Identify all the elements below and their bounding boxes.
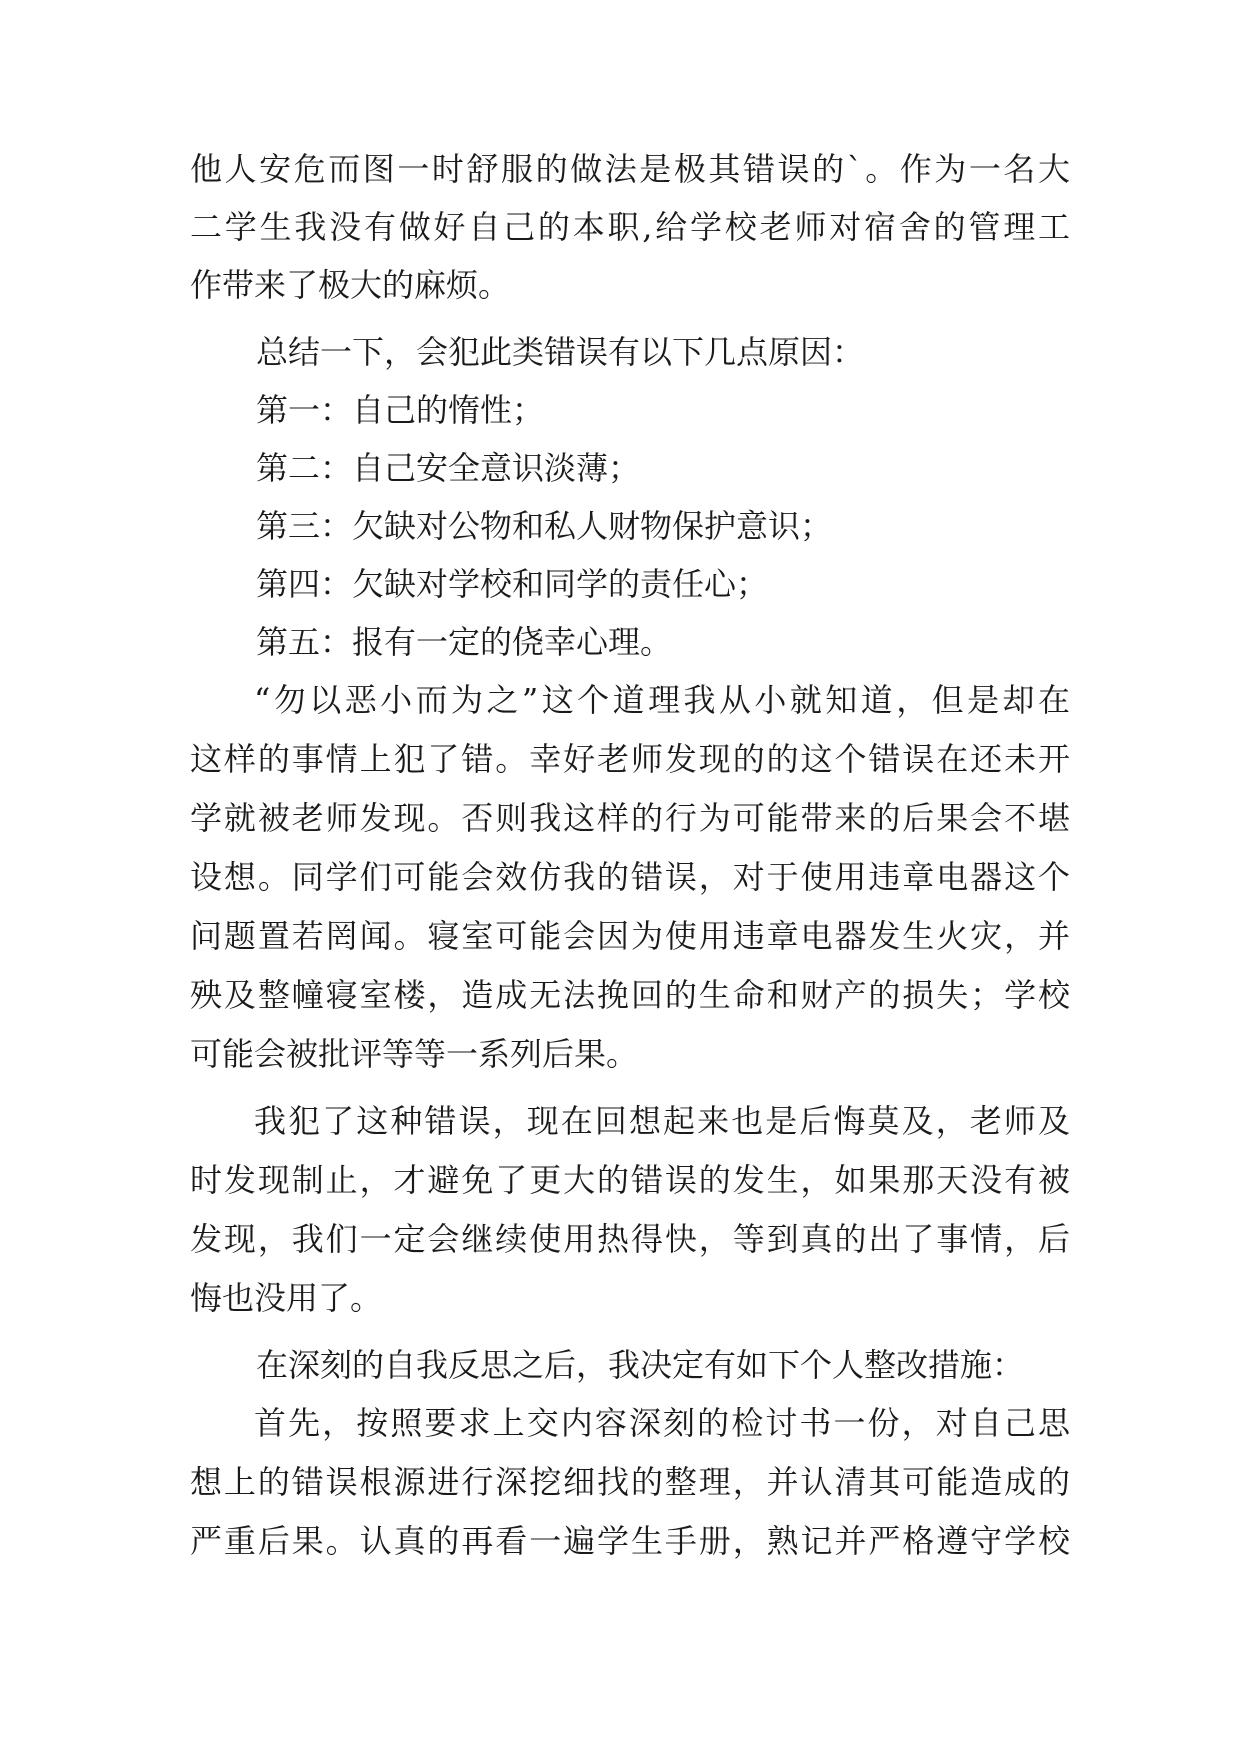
- list-item: 第一：自己的惰性；: [256, 391, 545, 429]
- text-line: “勿以恶小而为之”这个道理我从小就知道，但是却在: [254, 681, 1070, 719]
- text-line: 严重后果。认真的再看一遍学生手册，熟记并严格遵守学校: [190, 1522, 1070, 1560]
- text-line: 在深刻的自我反思之后，我决定有如下个人整改措施：: [256, 1346, 1025, 1384]
- text-line: 悔也没用了。: [190, 1279, 383, 1317]
- text-line: 学就被老师发现。否则我这样的行为可能带来的后果会不堪: [190, 799, 1070, 837]
- text-line: 总结一下，会犯此类错误有以下几点原因：: [256, 333, 865, 371]
- text-line: 我犯了这种错误，现在回想起来也是后悔莫及，老师及: [254, 1102, 1070, 1140]
- text-line: 时发现制止，才避免了更大的错误的发生，如果那天没有被: [190, 1161, 1070, 1199]
- text-line: 殃及整幢寝室楼，造成无法挽回的生命和财产的损失；学校: [190, 976, 1070, 1014]
- list-item: 第三：欠缺对公物和私人财物保护意识；: [256, 507, 833, 545]
- text-line: 他人安危而图一时舒服的做法是极其错误的`。作为一名大: [190, 150, 1070, 188]
- text-line: 设想。同学们可能会效仿我的错误，对于使用违章电器这个: [190, 858, 1070, 896]
- text-line: 可能会被批评等等一系列后果。: [190, 1035, 639, 1073]
- list-item: 第四：欠缺对学校和同学的责任心；: [256, 565, 769, 603]
- text-line: 作带来了极大的麻烦。: [190, 266, 511, 304]
- text-line: 这样的事情上犯了错。幸好老师发现的的这个错误在还未开: [190, 740, 1070, 778]
- list-item: 第二：自己安全意识淡薄；: [256, 449, 641, 487]
- text-line: 发现，我们一定会继续使用热得快，等到真的出了事情，后: [190, 1220, 1070, 1258]
- text-line: 想上的错误根源进行深挖细找的整理，并认清其可能造成的: [190, 1463, 1070, 1501]
- text-line: 二学生我没有做好自己的本职,给学校老师对宿舍的管理工: [190, 208, 1070, 246]
- list-item: 第五：报有一定的侥幸心理。: [256, 623, 673, 661]
- text-line: 问题置若罔闻。寝室可能会因为使用违章电器发生火灾，并: [190, 917, 1070, 955]
- text-line: 首先，按照要求上交内容深刻的检讨书一份，对自己思: [254, 1404, 1070, 1442]
